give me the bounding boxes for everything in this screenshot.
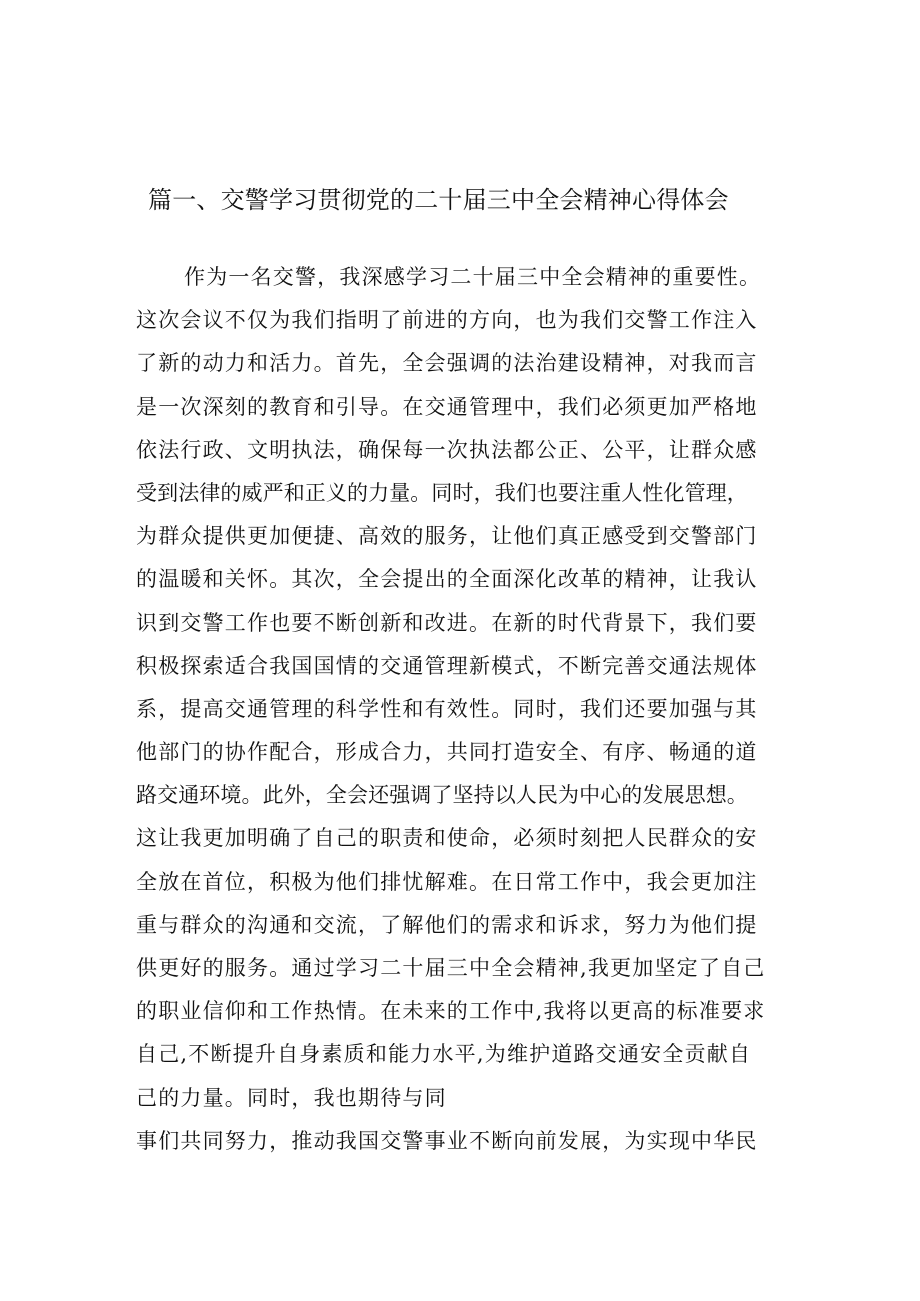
document-body [136,256,796,1163]
body-line: 识到交警工作也要不断创新和改进。在新的时代背景下，我们要 [136,610,758,635]
body-line: 系，提高交通管理的科学性和有效性。同时，我们还要加强与其 [136,696,758,721]
body-line: 的温暖和关怀。其次，全会提出的全面深化改革的精神，让我认 [136,567,758,592]
body-line: 作为一名交警，我深感学习二十届三中全会精神的重要性。 [184,265,762,289]
body-line: 这让我更加明确了自己的职责和使命，必须时刻把人民群众的安 [136,826,758,851]
body-line: 依法行政、文明执法，确保每一次执法都公正、公平，让群众感 [136,437,758,462]
body-line: 受到法律的威严和正义的力量。同时，我们也要注重人性化管理， [136,480,748,505]
body-line: 供更好的服务。通过学习二十届三中全会精神,我更加坚定了自己 [136,956,766,980]
body-line: 是一次深刻的教育和引导。在交通管理中，我们必须更加严格地 [136,394,758,419]
body-line: 他部门的协作配合，形成合力，共同打造安全、有序、畅通的道 [136,740,758,765]
body-line: 了新的动力和活力。首先，全会强调的法治建设精神，对我而言 [136,351,758,376]
body-line: 重与群众的沟通和交流，了解他们的需求和诉求，努力为他们提 [136,912,758,937]
body-line: 这次会议不仅为我们指明了前进的方向，也为我们交警工作注入 [136,308,758,333]
body-line: 积极探索适合我国国情的交通管理新模式，不断完善交通法规体 [136,653,758,678]
body-line: 的职业信仰和工作热情。在未来的工作中,我将以更高的标准要求 [136,999,766,1024]
body-line: 全放在首位，积极为他们排忧解难。在日常工作中，我会更加注 [136,869,758,894]
document-title: 篇一、交警学习贯彻党的二十届三中全会精神心得体会 [148,186,729,214]
body-line: 为群众提供更加便捷、高效的服务，让他们真正感受到交警部门 [136,524,758,549]
body-line: 事们共同努力，推动我国交警事业不断向前发展，为实现中华民 [136,1128,758,1153]
body-line: 己的力量。同时，我也期待与同 [136,1085,447,1110]
body-line: 路交通环境。此外，全会还强调了坚持以人民为中心的发展思想。 [136,783,748,808]
body-line: 自己,不断提升自身素质和能力水平,为维护道路交通安全贡献自 [136,1042,752,1067]
